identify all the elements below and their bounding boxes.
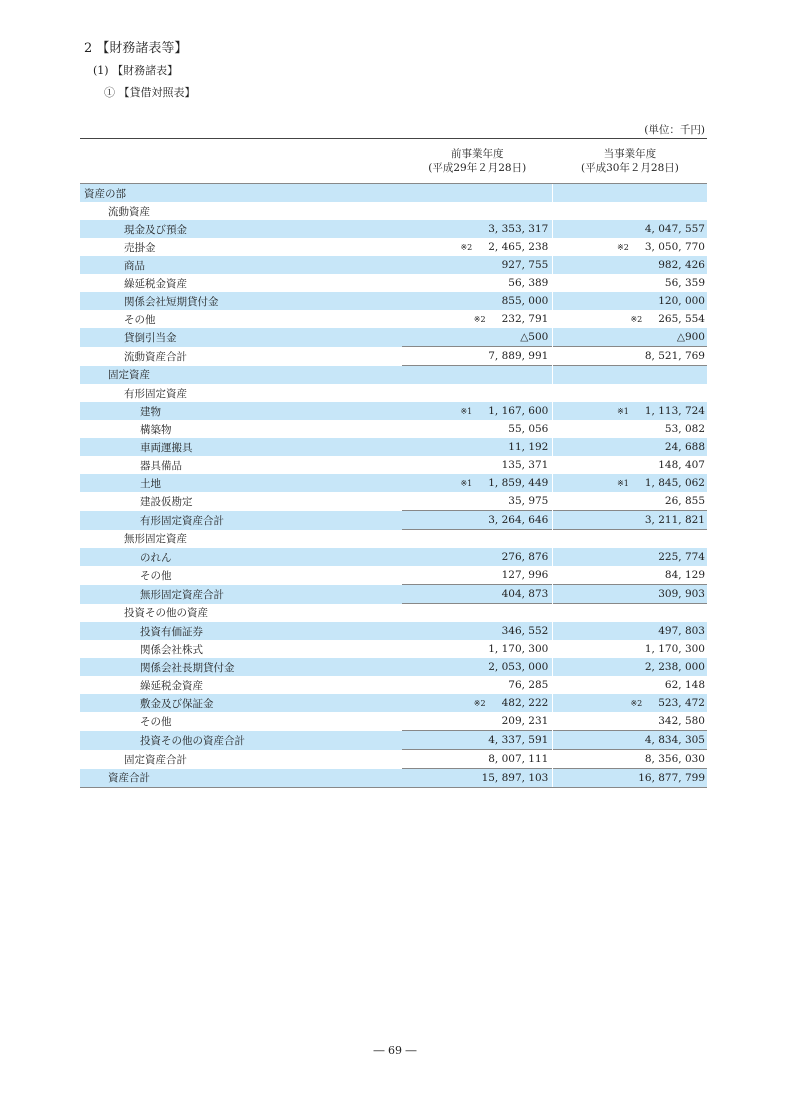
curr-value <box>553 474 707 492</box>
table-row <box>80 622 707 640</box>
curr-value <box>553 366 707 385</box>
prev-value <box>402 328 553 347</box>
prev-value <box>402 548 553 566</box>
amount: 232, 791 <box>501 313 549 325</box>
amount: 3, 050, 770 <box>644 241 705 253</box>
table-heading: ① 【貸借対照表】 <box>104 86 196 99</box>
table-row <box>80 420 707 438</box>
balance-sheet-table <box>80 138 707 788</box>
amount: 855, 000 <box>501 295 549 307</box>
row-label: 無形固定資産合計 <box>80 585 402 604</box>
curr-value <box>553 256 707 274</box>
table-row <box>80 676 707 694</box>
prev-value <box>402 347 553 366</box>
header-curr-period <box>553 139 707 184</box>
prev-value <box>402 640 553 658</box>
table-row <box>80 438 707 456</box>
row-label: 繰延税金資産 <box>124 277 187 290</box>
prev-value <box>402 238 553 256</box>
row-label: 投資有価証券 <box>80 622 402 640</box>
amount: 346, 552 <box>501 625 549 637</box>
curr-value <box>553 731 707 750</box>
amount: 497, 803 <box>658 625 705 637</box>
table-row <box>80 238 707 256</box>
row-label: 器具備品 <box>140 459 182 472</box>
note-marker: ※2 <box>460 243 473 252</box>
prev-value <box>402 184 553 203</box>
amount: 135, 371 <box>501 459 549 471</box>
curr-value <box>553 328 707 347</box>
amount: 1, 167, 600 <box>488 405 549 417</box>
prev-value <box>402 658 553 676</box>
row-label: 敷金及び保証金 <box>80 694 402 712</box>
prev-value <box>402 456 553 474</box>
amount: 15, 897, 103 <box>481 772 549 784</box>
amount: 127, 996 <box>501 569 549 581</box>
table-row <box>80 274 707 292</box>
amount: 11, 192 <box>508 441 549 453</box>
amount: 1, 845, 062 <box>644 477 705 489</box>
row-label: 商品 <box>80 256 402 274</box>
prev-value <box>402 604 553 623</box>
curr-value <box>553 456 707 474</box>
amount: 26, 855 <box>664 495 705 507</box>
prev-period-title: 前事業年度 <box>451 148 504 160</box>
prev-value <box>402 511 553 530</box>
table-row <box>80 202 707 220</box>
amount: 404, 873 <box>501 588 549 600</box>
note-marker: ※2 <box>617 243 629 252</box>
row-label: 投資その他の資産 <box>124 607 208 620</box>
table-row <box>80 640 707 658</box>
prev-value <box>402 769 553 788</box>
curr-value <box>553 750 707 769</box>
curr-value <box>553 310 707 328</box>
curr-period-date: (平成30年２月28日) <box>580 162 679 174</box>
amount: 16, 877, 799 <box>638 772 705 784</box>
amount: 55, 056 <box>508 423 549 435</box>
row-label: 車両運搬具 <box>80 438 402 456</box>
row-label: 有形固定資産合計 <box>80 511 402 530</box>
row-label: 売掛金 <box>124 241 156 254</box>
curr-value <box>553 238 707 256</box>
amount: 53, 082 <box>664 423 705 435</box>
amount: 982, 426 <box>658 259 705 271</box>
table-row <box>80 769 707 788</box>
row-label: 資産の部 <box>80 184 402 203</box>
note-marker: ※2 <box>473 315 486 324</box>
table-row <box>80 474 707 492</box>
amount: 2, 238, 000 <box>644 661 705 673</box>
row-label: 建設仮勘定 <box>140 495 193 508</box>
amount: 120, 000 <box>658 295 705 307</box>
amount: 4, 337, 591 <box>488 734 549 746</box>
note-marker: ※2 <box>630 699 643 708</box>
table-row <box>80 530 707 549</box>
row-label: 繰延税金資産 <box>140 679 203 692</box>
amount: 3, 353, 317 <box>488 223 549 235</box>
table-row <box>80 256 707 274</box>
row-label: 流動資産 <box>108 205 150 218</box>
amount: 1, 170, 300 <box>488 643 549 655</box>
amount: 8, 356, 030 <box>644 753 705 765</box>
header-prev-period <box>402 139 553 184</box>
amount: 62, 148 <box>664 679 705 691</box>
table-row <box>80 456 707 474</box>
prev-value <box>402 220 553 238</box>
table-row <box>80 366 707 385</box>
curr-value <box>553 585 707 604</box>
prev-value <box>402 676 553 694</box>
curr-value <box>553 347 707 366</box>
table-row <box>80 658 707 676</box>
table-row <box>80 750 707 769</box>
table-row <box>80 347 707 366</box>
table-row <box>80 492 707 511</box>
prev-value <box>402 366 553 385</box>
table-row <box>80 184 707 203</box>
prev-value <box>402 402 553 420</box>
row-label: 流動資産合計 <box>124 350 187 363</box>
row-label: 関係会社株式 <box>140 643 203 656</box>
curr-value <box>553 402 707 420</box>
prev-value <box>402 712 553 731</box>
curr-value <box>553 511 707 530</box>
table-row <box>80 220 707 238</box>
row-label: 固定資産合計 <box>124 753 187 766</box>
note-marker: ※1 <box>460 407 473 416</box>
row-label: 資産合計 <box>80 769 402 788</box>
prev-value <box>402 384 553 402</box>
curr-value <box>553 640 707 658</box>
prev-value <box>402 420 553 438</box>
table-row <box>80 328 707 347</box>
prev-value <box>402 566 553 585</box>
row-label: 投資その他の資産合計 <box>80 731 402 750</box>
header-label-cell <box>80 139 402 184</box>
amount: 8, 007, 111 <box>488 753 549 765</box>
amount: 342, 580 <box>658 715 705 727</box>
curr-value <box>553 712 707 731</box>
amount: 482, 222 <box>501 697 549 709</box>
row-label: その他 <box>140 569 172 582</box>
amount: 225, 774 <box>658 551 705 563</box>
curr-value <box>553 622 707 640</box>
table-row <box>80 694 707 712</box>
curr-value <box>553 438 707 456</box>
curr-period-title: 当事業年度 <box>603 148 657 160</box>
curr-value <box>553 566 707 585</box>
prev-value <box>402 474 553 492</box>
amount: 927, 755 <box>501 259 549 271</box>
amount: 209, 231 <box>501 715 549 727</box>
note-marker: ※1 <box>460 479 473 488</box>
table-row <box>80 384 707 402</box>
prev-value <box>402 731 553 750</box>
curr-value <box>553 292 707 310</box>
amount: 7, 889, 991 <box>488 350 549 362</box>
curr-value <box>553 420 707 438</box>
curr-value <box>553 202 707 220</box>
table-row <box>80 292 707 310</box>
curr-value <box>553 530 707 549</box>
amount: 24, 688 <box>664 441 705 453</box>
amount: 76, 285 <box>508 679 549 691</box>
amount: 56, 359 <box>664 277 705 289</box>
amount: 3, 211, 821 <box>644 514 705 526</box>
prev-value <box>402 750 553 769</box>
amount: 56, 389 <box>508 277 549 289</box>
note-marker: ※2 <box>473 699 486 708</box>
curr-value <box>553 769 707 788</box>
table-row <box>80 310 707 328</box>
curr-value <box>553 676 707 694</box>
row-label: 関係会社長期貸付金 <box>80 658 402 676</box>
table-row <box>80 712 707 731</box>
amount: 4, 834, 305 <box>644 734 705 746</box>
amount: 35, 975 <box>508 495 549 507</box>
prev-value <box>402 622 553 640</box>
amount: 84, 129 <box>664 569 705 581</box>
row-label: 建物 <box>80 402 402 420</box>
prev-value <box>402 274 553 292</box>
amount: △900 <box>676 331 705 343</box>
note-marker: ※1 <box>617 479 629 488</box>
prev-value <box>402 310 553 328</box>
table-row <box>80 604 707 623</box>
amount: 523, 472 <box>658 697 705 709</box>
amount: △500 <box>520 331 549 343</box>
amount: 148, 407 <box>658 459 705 471</box>
prev-value <box>402 492 553 511</box>
table-row <box>80 402 707 420</box>
amount: 1, 113, 724 <box>644 405 705 417</box>
row-label: 無形固定資産 <box>124 533 187 546</box>
amount: 309, 903 <box>658 588 705 600</box>
curr-value <box>553 184 707 203</box>
page-number: ― 69 ― <box>373 1044 417 1057</box>
row-label: 現金及び預金 <box>80 220 402 238</box>
amount: 3, 264, 646 <box>488 514 549 526</box>
note-marker: ※1 <box>617 407 629 416</box>
curr-value <box>553 694 707 712</box>
row-label: 貸倒引当金 <box>80 328 402 347</box>
row-label: のれん <box>80 548 402 566</box>
subsection-heading: (1) 【財務諸表】 <box>93 64 179 77</box>
table-row <box>80 548 707 566</box>
prev-value <box>402 585 553 604</box>
section-heading: 2 【財務諸表等】 <box>84 41 188 56</box>
table-row <box>80 566 707 585</box>
curr-value <box>553 274 707 292</box>
table-row <box>80 511 707 530</box>
prev-value <box>402 202 553 220</box>
amount: 265, 554 <box>658 313 705 325</box>
curr-value <box>553 384 707 402</box>
row-label: 有形固定資産 <box>124 387 187 400</box>
row-label: 固定資産 <box>80 366 402 385</box>
curr-value <box>553 548 707 566</box>
prev-value <box>402 256 553 274</box>
curr-value <box>553 604 707 623</box>
row-label: その他 <box>140 715 172 728</box>
amount: 1, 859, 449 <box>488 477 549 489</box>
row-label: 土地 <box>80 474 402 492</box>
row-label: 関係会社短期貸付金 <box>80 292 402 310</box>
amount: 276, 876 <box>501 551 549 563</box>
amount: 4, 047, 557 <box>644 223 705 235</box>
table-header-row <box>80 139 707 184</box>
row-label: 構築物 <box>140 423 172 436</box>
prev-period-date: (平成29年２月28日) <box>428 162 527 174</box>
prev-value <box>402 694 553 712</box>
note-marker: ※2 <box>630 315 643 324</box>
table-row <box>80 585 707 604</box>
prev-value <box>402 438 553 456</box>
unit-label: (単位：千円) <box>644 124 705 136</box>
prev-value <box>402 530 553 549</box>
amount: 2, 053, 000 <box>488 661 549 673</box>
prev-value <box>402 292 553 310</box>
amount: 2, 465, 238 <box>488 241 549 253</box>
curr-value <box>553 492 707 511</box>
amount: 1, 170, 300 <box>644 643 705 655</box>
curr-value <box>553 658 707 676</box>
amount: 8, 521, 769 <box>644 350 705 362</box>
curr-value <box>553 220 707 238</box>
row-label: その他 <box>124 313 156 326</box>
table-row <box>80 731 707 750</box>
